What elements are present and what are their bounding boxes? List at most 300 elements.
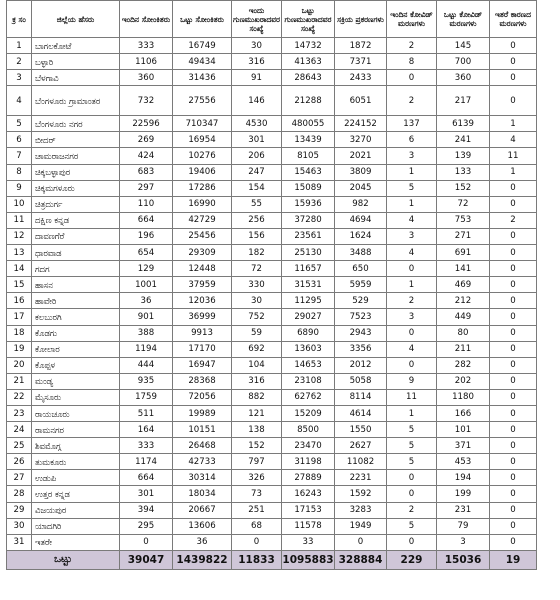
table-cell: 469 (437, 277, 490, 293)
table-cell: 6890 (282, 325, 335, 341)
table-row (7, 470, 537, 486)
district-name: ತುಮಕೂರು (32, 454, 120, 470)
district-name: ಕೋಲಾರ (32, 341, 120, 357)
table-cell: 17153 (282, 502, 335, 518)
table-cell: 42729 (173, 212, 232, 228)
table-cell: 316 (232, 54, 282, 70)
table-row (7, 132, 537, 148)
table-cell: 12448 (173, 261, 232, 277)
table-footer (7, 550, 537, 569)
table-cell: 2 (387, 293, 437, 309)
column-header: ಒಟ್ಟು ಗುಣಮುಖರಾದವರ ಸಂಖ್ಯೆ (282, 1, 335, 38)
table-cell: 1624 (335, 228, 387, 244)
table-row (7, 454, 537, 470)
table-cell: 1180 (437, 389, 490, 405)
serial-number: 14 (7, 261, 32, 277)
district-name: ಬೆಳಗಾವಿ (32, 70, 120, 86)
table-cell: 0 (387, 70, 437, 86)
total-cell: 229 (387, 550, 437, 569)
table-cell: 101 (437, 422, 490, 438)
table-cell: 17170 (173, 341, 232, 357)
table-cell: 21288 (282, 86, 335, 116)
table-cell: 1759 (120, 389, 173, 405)
table-cell: 1106 (120, 54, 173, 70)
table-cell: 73 (232, 486, 282, 502)
table-cell: 444 (120, 357, 173, 373)
table-cell: 2943 (335, 325, 387, 341)
table-cell: 394 (120, 502, 173, 518)
table-cell: 2 (387, 502, 437, 518)
table-cell: 25130 (282, 245, 335, 261)
table-cell: 1550 (335, 422, 387, 438)
table-cell: 59 (232, 325, 282, 341)
table-cell: 72 (437, 196, 490, 212)
serial-number: 2 (7, 54, 32, 70)
table-cell: 19406 (173, 164, 232, 180)
table-cell: 271 (437, 228, 490, 244)
serial-number: 28 (7, 486, 32, 502)
total-row (7, 550, 537, 569)
table-cell: 152 (437, 180, 490, 196)
table-cell: 164 (120, 422, 173, 438)
table-cell: 31531 (282, 277, 335, 293)
table-cell: 8105 (282, 148, 335, 164)
table-cell: 0 (387, 534, 437, 550)
table-cell: 256 (232, 212, 282, 228)
table-cell: 0 (490, 86, 537, 116)
table-cell: 11 (490, 148, 537, 164)
table-cell: 36 (173, 534, 232, 550)
table-cell: 1 (490, 116, 537, 132)
table-row (7, 293, 537, 309)
table-cell: 202 (437, 373, 490, 389)
table-cell: 10151 (173, 422, 232, 438)
table-cell: 0 (335, 534, 387, 550)
table-cell: 11082 (335, 454, 387, 470)
table-cell: 18034 (173, 486, 232, 502)
serial-number: 21 (7, 373, 32, 389)
table-cell: 36999 (173, 309, 232, 325)
table-cell: 0 (490, 70, 537, 86)
table-cell: 1 (387, 196, 437, 212)
table-cell: 14653 (282, 357, 335, 373)
district-name: ದಕ್ಷಿಣ ಕನ್ನಡ (32, 212, 120, 228)
serial-number: 12 (7, 228, 32, 244)
table-cell: 8 (387, 54, 437, 70)
total-cell: 15036 (437, 550, 490, 569)
table-cell: 121 (232, 405, 282, 421)
serial-number: 4 (7, 86, 32, 116)
table-cell: 0 (490, 196, 537, 212)
table-cell: 14732 (282, 38, 335, 54)
table-cell: 0 (387, 261, 437, 277)
table-cell: 182 (232, 245, 282, 261)
table-cell: 0 (490, 54, 537, 70)
table-cell: 316 (232, 373, 282, 389)
district-covid-table (6, 0, 537, 570)
table-body (7, 38, 537, 551)
table-cell: 194 (437, 470, 490, 486)
table-row (7, 422, 537, 438)
table-cell: 0 (490, 438, 537, 454)
table-cell: 0 (490, 373, 537, 389)
table-header (7, 1, 537, 38)
table-cell: 156 (232, 228, 282, 244)
table-cell: 27889 (282, 470, 335, 486)
table-row (7, 261, 537, 277)
table-cell: 91 (232, 70, 282, 86)
table-cell: 3283 (335, 502, 387, 518)
serial-number: 25 (7, 438, 32, 454)
table-row (7, 405, 537, 421)
district-name: ಬೀದರ್ (32, 132, 120, 148)
table-cell: 28368 (173, 373, 232, 389)
table-cell: 5 (387, 180, 437, 196)
table-cell: 6139 (437, 116, 490, 132)
serial-number: 1 (7, 38, 32, 54)
table-cell: 3809 (335, 164, 387, 180)
table-cell: 2045 (335, 180, 387, 196)
district-name: ಮೈಸೂರು (32, 389, 120, 405)
table-row (7, 373, 537, 389)
column-header: ಒಟ್ಟು ಸೋಂಕಿತರು (173, 1, 232, 38)
table-cell: 5058 (335, 373, 387, 389)
table-cell: 15463 (282, 164, 335, 180)
table-cell: 0 (387, 357, 437, 373)
serial-number: 30 (7, 518, 32, 534)
table-cell: 752 (232, 309, 282, 325)
column-header: ಇಂದಿನ ಸೋಂಕಿತರು (120, 1, 173, 38)
table-cell: 3 (387, 228, 437, 244)
table-cell: 3356 (335, 341, 387, 357)
district-name: ಚಿಕ್ಕಬಳ್ಳಾಪುರ (32, 164, 120, 180)
total-cell: 1439822 (173, 550, 232, 569)
table-row (7, 164, 537, 180)
column-header: ಇತರೆ ಕಾರಣದ ಮರಣಗಳು (490, 1, 537, 38)
table-cell: 2433 (335, 70, 387, 86)
table-cell: 2012 (335, 357, 387, 373)
table-row (7, 70, 537, 86)
table-cell: 42733 (173, 454, 232, 470)
table-cell: 3488 (335, 245, 387, 261)
table-cell: 15089 (282, 180, 335, 196)
table-cell: 0 (490, 486, 537, 502)
serial-number: 7 (7, 148, 32, 164)
table-cell: 529 (335, 293, 387, 309)
table-cell: 0 (490, 325, 537, 341)
serial-number: 5 (7, 116, 32, 132)
table-cell: 480055 (282, 116, 335, 132)
table-cell: 212 (437, 293, 490, 309)
district-name: ಯಾದಗಿರಿ (32, 518, 120, 534)
table-cell: 72 (232, 261, 282, 277)
table-cell: 295 (120, 518, 173, 534)
table-cell: 211 (437, 341, 490, 357)
table-cell: 20667 (173, 502, 232, 518)
table-cell: 224152 (335, 116, 387, 132)
table-cell: 333 (120, 38, 173, 54)
table-cell: 154 (232, 180, 282, 196)
table-cell: 691 (437, 245, 490, 261)
table-cell: 16243 (282, 486, 335, 502)
table-row (7, 502, 537, 518)
district-name: ಕಲಬುರಗಿ (32, 309, 120, 325)
table-cell: 16947 (173, 357, 232, 373)
total-cell: 1095883 (282, 550, 335, 569)
table-cell: 6051 (335, 86, 387, 116)
table-cell: 424 (120, 148, 173, 164)
table-cell: 110 (120, 196, 173, 212)
district-name: ರಾಯಚೂರು (32, 405, 120, 421)
table-cell: 7371 (335, 54, 387, 70)
table-cell: 1872 (335, 38, 387, 54)
serial-number: 22 (7, 389, 32, 405)
table-cell: 13439 (282, 132, 335, 148)
table-cell: 664 (120, 212, 173, 228)
table-cell: 453 (437, 454, 490, 470)
serial-number: 27 (7, 470, 32, 486)
table-cell: 15936 (282, 196, 335, 212)
table-cell: 30 (232, 38, 282, 54)
table-cell: 650 (335, 261, 387, 277)
district-name: ಉಡುಪಿ (32, 470, 120, 486)
table-row (7, 357, 537, 373)
table-row (7, 341, 537, 357)
table-cell: 247 (232, 164, 282, 180)
table-cell: 80 (437, 325, 490, 341)
table-cell: 297 (120, 180, 173, 196)
table-cell: 664 (120, 470, 173, 486)
table-cell: 146 (232, 86, 282, 116)
table-cell: 22596 (120, 116, 173, 132)
table-cell: 2627 (335, 438, 387, 454)
table-cell: 0 (490, 502, 537, 518)
table-cell: 7523 (335, 309, 387, 325)
table-cell: 3 (437, 534, 490, 550)
table-cell: 388 (120, 325, 173, 341)
table-cell: 12036 (173, 293, 232, 309)
table-row (7, 438, 537, 454)
district-name: ಹಾವೇರಿ (32, 293, 120, 309)
column-header: ಇಂದು ಗುಣಮುಖರಾದವರ ಸಂಖ್ಯೆ (232, 1, 282, 38)
table-cell: 326 (232, 470, 282, 486)
table-cell: 0 (387, 325, 437, 341)
table-cell: 0 (490, 357, 537, 373)
table-cell: 1949 (335, 518, 387, 534)
table-cell: 206 (232, 148, 282, 164)
table-cell: 4530 (232, 116, 282, 132)
table-cell: 4 (387, 245, 437, 261)
table-cell: 753 (437, 212, 490, 228)
district-name: ಗದಗ (32, 261, 120, 277)
table-cell: 2231 (335, 470, 387, 486)
serial-number: 31 (7, 534, 32, 550)
district-name: ದಾವಣಗೆರೆ (32, 228, 120, 244)
table-cell: 19989 (173, 405, 232, 421)
district-name: ಮಂಡ್ಯ (32, 373, 120, 389)
column-header: ಒಟ್ಟು ಕೋವಿಡ್ ಮರಣಗಳು (437, 1, 490, 38)
table-cell: 36 (120, 293, 173, 309)
table-cell: 231 (437, 502, 490, 518)
table-cell: 68 (232, 518, 282, 534)
table-row (7, 86, 537, 116)
table-cell: 360 (120, 70, 173, 86)
table-cell: 30 (232, 293, 282, 309)
district-name: ಬೆಂಗಳೂರು ನಗರ (32, 116, 120, 132)
table-cell: 0 (387, 486, 437, 502)
table-row (7, 180, 537, 196)
table-cell: 5 (387, 518, 437, 534)
district-name: ಇತರೇ (32, 534, 120, 550)
total-cell: 328884 (335, 550, 387, 569)
table-cell: 1194 (120, 341, 173, 357)
table-cell: 23470 (282, 438, 335, 454)
table-cell: 3 (387, 309, 437, 325)
table-cell: 0 (490, 228, 537, 244)
table-cell: 0 (490, 38, 537, 54)
table-cell: 0 (232, 534, 282, 550)
table-cell: 0 (490, 180, 537, 196)
table-cell: 25456 (173, 228, 232, 244)
table-cell: 11 (387, 389, 437, 405)
table-row (7, 148, 537, 164)
district-name: ವಿಜಯಪುರ (32, 502, 120, 518)
table-row (7, 196, 537, 212)
table-cell: 1592 (335, 486, 387, 502)
column-header: ಜಿಲ್ಲೆಯ ಹೆಸರು (32, 1, 120, 38)
table-cell: 5 (387, 438, 437, 454)
serial-number: 8 (7, 164, 32, 180)
table-cell: 982 (335, 196, 387, 212)
table-cell: 700 (437, 54, 490, 70)
table-cell: 269 (120, 132, 173, 148)
table-cell: 4614 (335, 405, 387, 421)
table-cell: 26468 (173, 438, 232, 454)
district-name: ಚಿಕ್ಕಮಗಳೂರು (32, 180, 120, 196)
table-cell: 511 (120, 405, 173, 421)
column-header: ಕ್ರ ಸಂ (7, 1, 32, 38)
table-cell: 0 (490, 261, 537, 277)
table-row (7, 38, 537, 54)
table-cell: 0 (490, 309, 537, 325)
table-cell: 8500 (282, 422, 335, 438)
district-name: ರಾಮನಗರ (32, 422, 120, 438)
table-cell: 55 (232, 196, 282, 212)
total-cell: 11833 (232, 550, 282, 569)
table-cell: 0 (120, 534, 173, 550)
table-cell: 4 (387, 341, 437, 357)
serial-number: 13 (7, 245, 32, 261)
table-cell: 11657 (282, 261, 335, 277)
table-cell: 0 (490, 470, 537, 486)
table-row (7, 486, 537, 502)
table-cell: 33 (282, 534, 335, 550)
table-cell: 49434 (173, 54, 232, 70)
table-cell: 30314 (173, 470, 232, 486)
table-cell: 0 (490, 454, 537, 470)
serial-number: 20 (7, 357, 32, 373)
table-cell: 0 (490, 293, 537, 309)
table-cell: 710347 (173, 116, 232, 132)
table-cell: 683 (120, 164, 173, 180)
column-header: ಸಕ್ರಿಯ ಪ್ರಕರಣಗಳು (335, 1, 387, 38)
table-cell: 31198 (282, 454, 335, 470)
table-cell: 935 (120, 373, 173, 389)
table-cell: 152 (232, 438, 282, 454)
table-cell: 23108 (282, 373, 335, 389)
table-row (7, 325, 537, 341)
table-cell: 17286 (173, 180, 232, 196)
table-cell: 15209 (282, 405, 335, 421)
table-cell: 27556 (173, 86, 232, 116)
table-cell: 692 (232, 341, 282, 357)
table-row (7, 54, 537, 70)
table-cell: 0 (490, 518, 537, 534)
table-cell: 2 (490, 212, 537, 228)
table-cell: 371 (437, 438, 490, 454)
table-cell: 4 (490, 132, 537, 148)
serial-number: 3 (7, 70, 32, 86)
serial-number: 16 (7, 293, 32, 309)
serial-number: 17 (7, 309, 32, 325)
table-cell: 11578 (282, 518, 335, 534)
serial-number: 19 (7, 341, 32, 357)
table-row (7, 534, 537, 550)
table-cell: 0 (387, 470, 437, 486)
table-cell: 13603 (282, 341, 335, 357)
total-cell: 39047 (120, 550, 173, 569)
table-cell: 449 (437, 309, 490, 325)
table-cell: 360 (437, 70, 490, 86)
table-cell: 4 (387, 212, 437, 228)
serial-number: 15 (7, 277, 32, 293)
table-cell: 62762 (282, 389, 335, 405)
table-cell: 0 (490, 277, 537, 293)
serial-number: 10 (7, 196, 32, 212)
table-cell: 333 (120, 438, 173, 454)
table-cell: 199 (437, 486, 490, 502)
serial-number: 23 (7, 405, 32, 421)
table-cell: 9913 (173, 325, 232, 341)
table-cell: 330 (232, 277, 282, 293)
district-name: ಕೊಪ್ಪಳ (32, 357, 120, 373)
serial-number: 11 (7, 212, 32, 228)
table-cell: 5 (387, 454, 437, 470)
table-cell: 72056 (173, 389, 232, 405)
district-name: ಬೆಂಗಳೂರು ಗ್ರಾಮಾಂತರ (32, 86, 120, 116)
serial-number: 6 (7, 132, 32, 148)
table-cell: 0 (490, 245, 537, 261)
table-row (7, 309, 537, 325)
table-row (7, 518, 537, 534)
table-cell: 9 (387, 373, 437, 389)
district-name: ಬಾಗಲಕೋಟೆ (32, 38, 120, 54)
table-cell: 2021 (335, 148, 387, 164)
district-name: ಶಿವಮೊಗ್ಗ (32, 438, 120, 454)
header-row (7, 1, 537, 38)
table-cell: 1 (387, 164, 437, 180)
total-cell: 19 (490, 550, 537, 569)
table-cell: 141 (437, 261, 490, 277)
table-cell: 301 (120, 486, 173, 502)
table-cell: 6 (387, 132, 437, 148)
total-label: ಒಟ್ಟು (7, 550, 120, 569)
serial-number: 18 (7, 325, 32, 341)
table-cell: 251 (232, 502, 282, 518)
table-cell: 37280 (282, 212, 335, 228)
district-name: ಕೊಡಗು (32, 325, 120, 341)
serial-number: 26 (7, 454, 32, 470)
